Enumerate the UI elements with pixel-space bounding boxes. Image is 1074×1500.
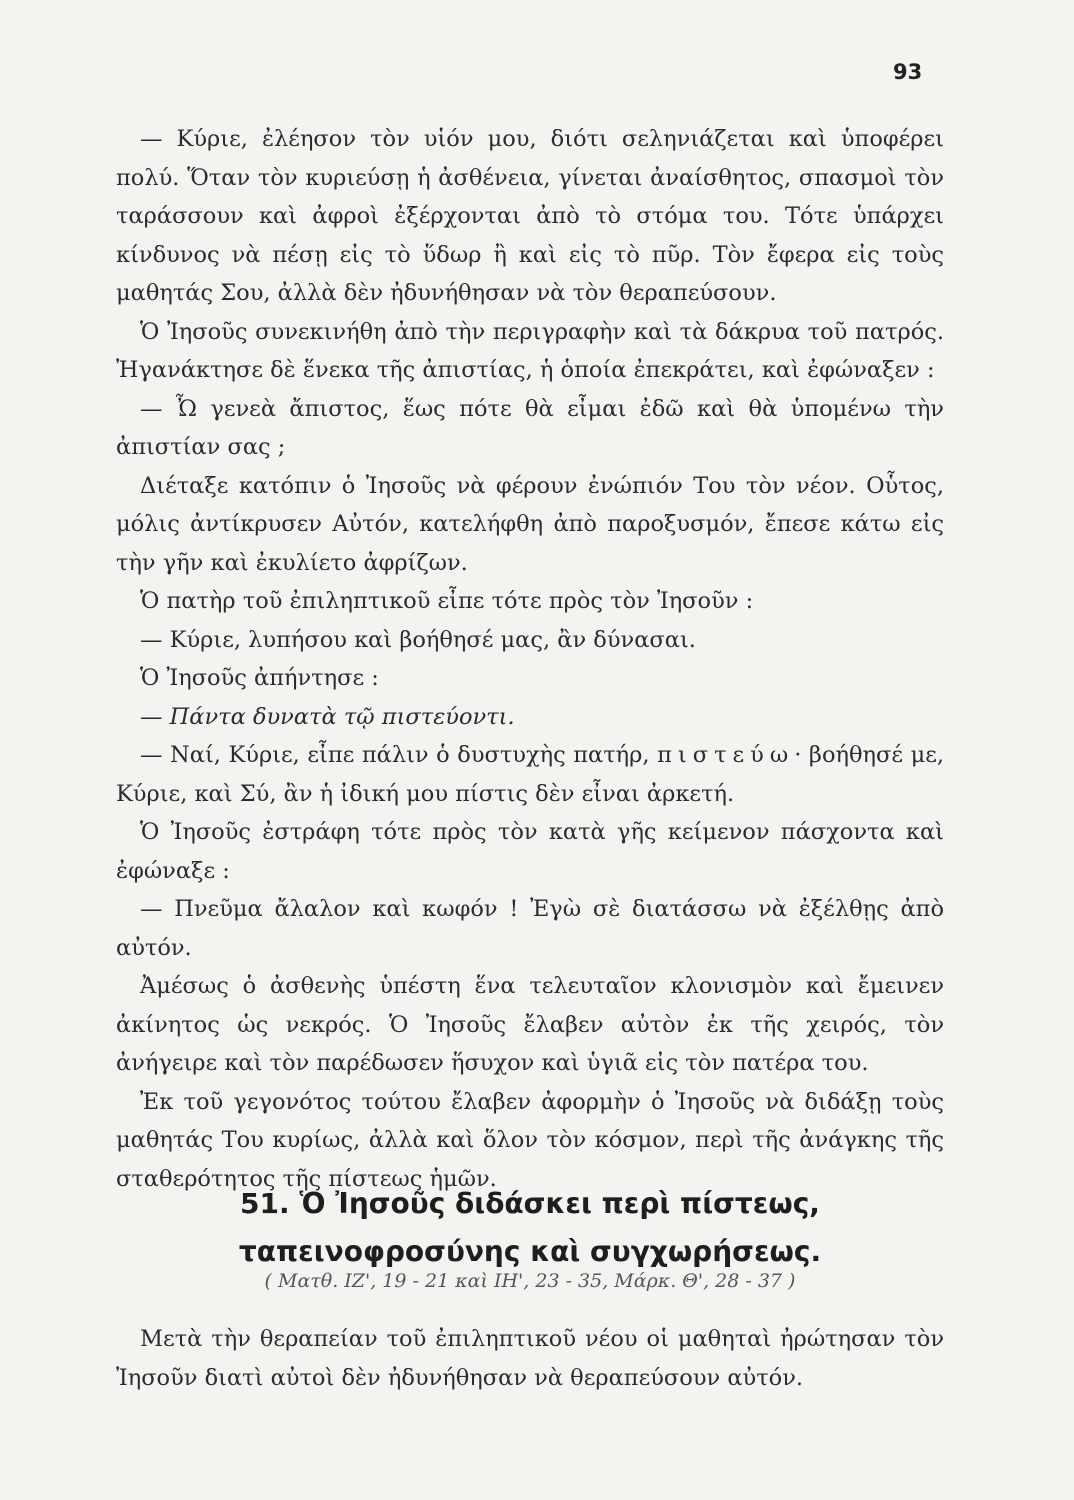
body-text	[116, 120, 944, 1198]
section-title-1: Ὁ Ἰησοῦς διδάσκει περὶ πίστεως,	[299, 1187, 820, 1220]
paragraph-11: — Πνεῦμα ἄλαλον καὶ κωφόν ! Ἐγὼ σὲ διατάσσω νὰ ἐξέλθῃς ἀπὸ αὐτόν.	[116, 896, 944, 961]
section-intro: Μετὰ τὴν θεραπείαν τοῦ ἐπιληπτικοῦ νέου οἱ μαθηταὶ ἠρώτησαν τὸν Ἰησοῦν διατὶ αὐτοὶ δὲν ἠδυνήθησαν νὰ θεραπεύσουν αὐτόν.	[116, 1326, 944, 1391]
scripture-reference: ( Ματθ. ΙΖ', 19 - 21 καὶ ΙΗ', 23 - 35, Μάρκ. Θ', 28 - 37 )	[264, 1270, 796, 1292]
section-number: 51.	[240, 1187, 290, 1220]
paragraph-10: Ὁ Ἰησοῦς ἐστράφη τότε πρὸς τὸν κατὰ γῆς κείμενον πάσχοντα καὶ ἐφώναξε :	[116, 819, 944, 884]
section-heading-line-1	[116, 1180, 944, 1228]
paragraph-1: — Κύριε, ἐλέησον τὸν υἱόν μου, διότι σεληνιάζεται καὶ ὑποφέρει πολύ. Ὅταν τὸν κυριεύσῃ ἡ ἀσθένεια, γίνεται ἀναίσθητος, σπασμοὶ τὸν ταράσσουν καὶ ἀφροὶ ἐξέρχονται ἀπὸ τὸ στόμα του. Τότε ὑπάρχει κίνδυνος νὰ πέσῃ εἰς τὸ ὕδωρ ἢ καὶ εἰς τὸ πῦρ. Τὸν ἔφερα εἰς τοὺς μαθητάς Σου, ἀλλὰ δὲν ἠδυνήθησαν νὰ τὸν θεραπεύσουν.	[116, 126, 944, 306]
paragraph-7: Ὁ Ἰησοῦς ἀπήντησε :	[140, 665, 379, 691]
paragraph-2: Ὁ Ἰησοῦς συνεκινήθη ἀπὸ τὴν περιγραφὴν καὶ τὰ δάκρυα τοῦ πατρός. Ἠγανάκτησε δὲ ἕνεκα τῆς ἀπιστίας, ἡ ὁποία ἐπεκράτει, καὶ ἐφώναξεν :	[116, 318, 944, 383]
paragraph-9-end: · βοήθησέ με, Κύριε, καὶ Σύ, ἂν ἡ ἰδική μου πίστις δὲν εἶναι ἀρκετή.	[116, 742, 944, 807]
paragraph-6: — Κύριε, λυπήσου καὶ βοήθησέ μας, ἂν δύνασαι.	[140, 626, 696, 653]
paragraph-5: Ὁ πατὴρ τοῦ ἐπιληπτικοῦ εἶπε τότε πρὸς τὸν Ἰησοῦν :	[140, 588, 754, 614]
paragraph-13: Ἐκ τοῦ γεγονότος τούτου ἔλαβεν ἀφορμὴν ὁ Ἰησοῦς νὰ διδάξῃ τοὺς μαθητάς Του κυρίως, ἀλλὰ καὶ ὅλον τὸν κόσμον, περὶ τῆς ἀνάγκης τῆς σταθερότητος τῆς πίστεως ἡμῶν.	[116, 1088, 944, 1192]
section-title-2: ταπεινοφροσύνης καὶ συγχωρήσεως.	[238, 1235, 822, 1268]
spaced-word: πιστεύω	[657, 742, 795, 768]
paragraph-9	[116, 736, 944, 813]
page-number: 93	[893, 60, 923, 84]
section-heading	[116, 1180, 944, 1276]
paragraph-12: Ἀμέσως ὁ ἀσθενὴς ὑπέστη ἕνα τελευταῖον κλονισμὸν καὶ ἔμεινεν ἀκίνητος ὡς νεκρός. Ὁ Ἰησοῦς ἔλαβεν αὐτὸν ἐκ τῆς χειρός, τὸν ἀνήγειρε καὶ τὸν παρέδωσεν ἥσυχον καὶ ὑγιᾶ εἰς τὸν πατέρα του.	[116, 973, 944, 1076]
paragraph-4: Διέταξε κατόπιν ὁ Ἰησοῦς νὰ φέρουν ἐνώπιόν Του τὸν νέον. Οὗτος, μόλις ἀντίκρυσεν Αὐτόν, κατελήφθη ἀπὸ παροξυσμόν, ἔπεσε κάτω εἰς τὴν γῆν καὶ ἐκυλίετο ἀφρίζων.	[116, 472, 944, 576]
paragraph-8: — Πάντα δυνατὰ τῷ πιστεύοντι.	[140, 703, 515, 730]
paragraph-9-start: — Ναί, Κύριε, εἶπε πάλιν ὁ δυστυχὴς πατήρ,	[140, 742, 658, 768]
paragraph-3: — Ὦ γενεὰ ἄπιστος, ἕως πότε θὰ εἶμαι ἐδῶ καὶ θὰ ὑπομένω τὴν ἀπιστίαν σας ;	[116, 395, 944, 460]
